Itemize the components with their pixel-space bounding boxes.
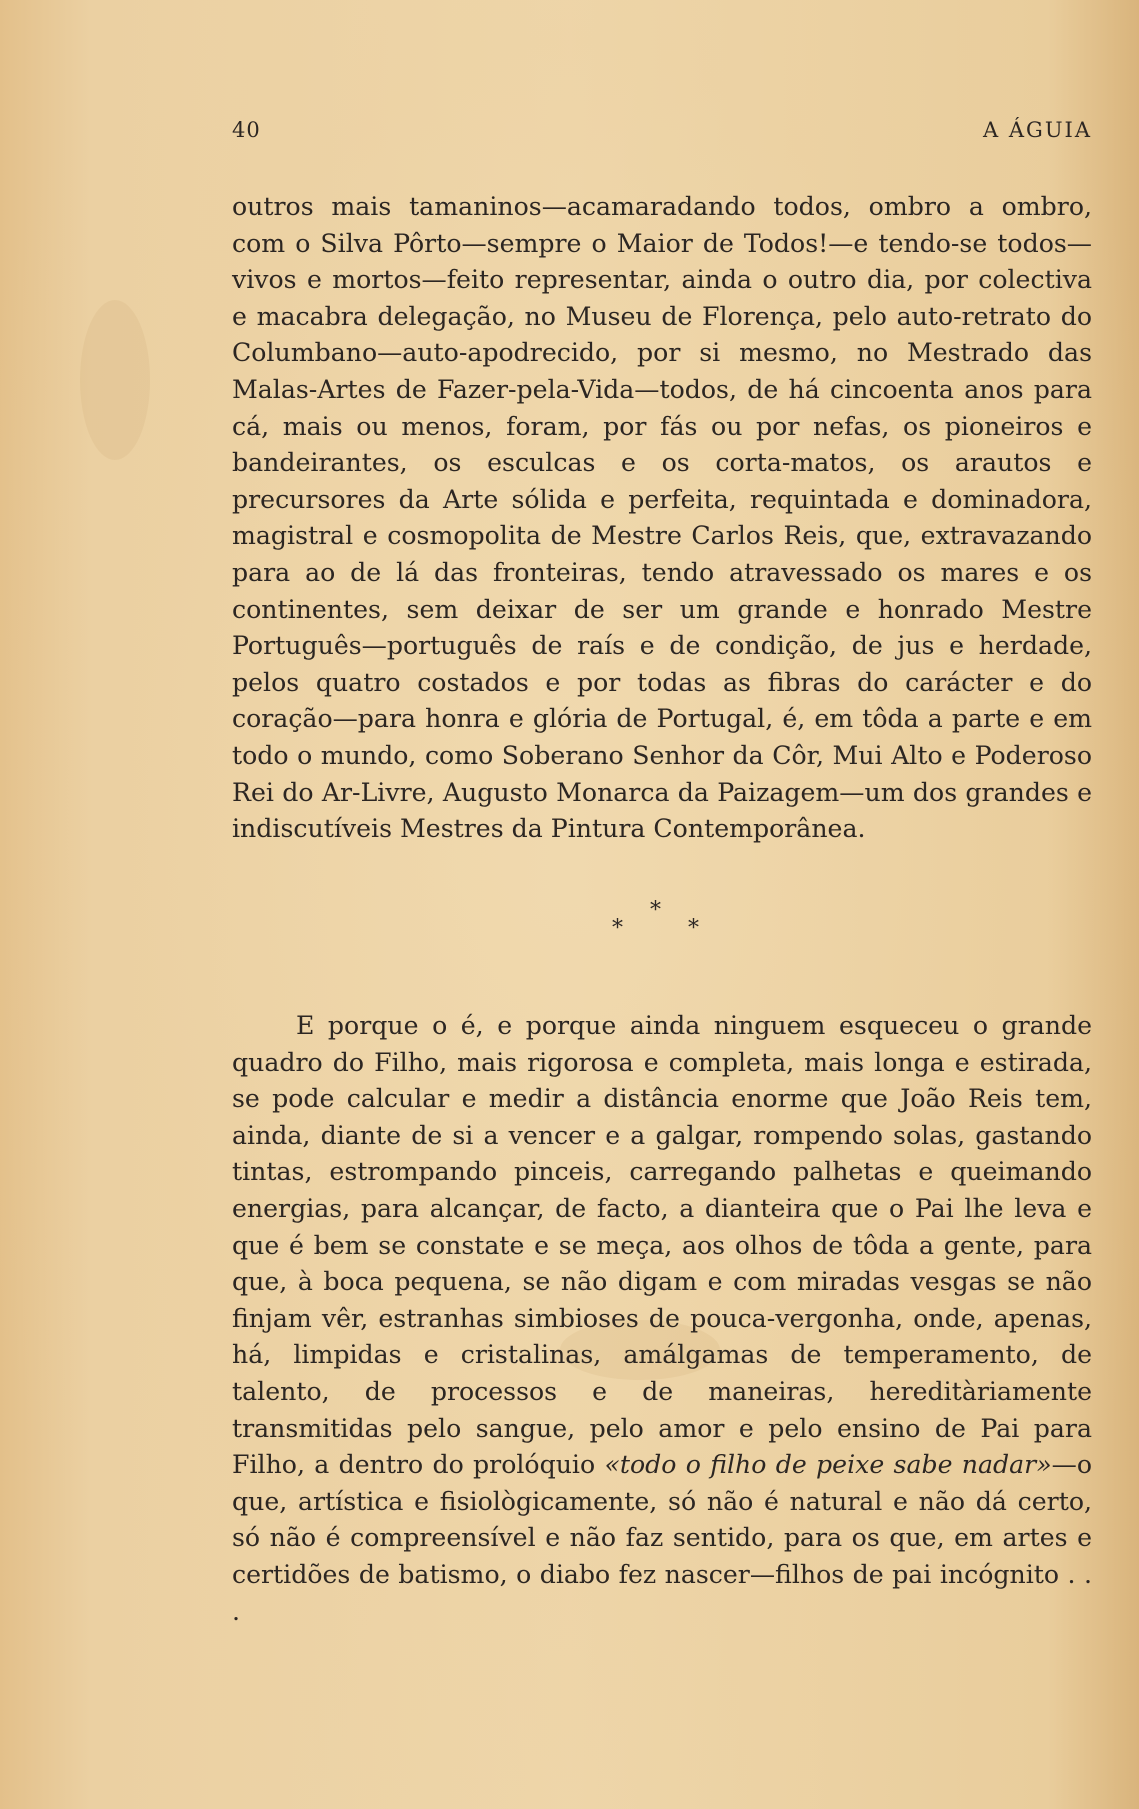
- asterisk: *: [650, 898, 661, 923]
- journal-title: A ÁGUIA: [983, 118, 1092, 142]
- section-break-asterism: [600, 898, 720, 948]
- running-head: [232, 118, 1092, 148]
- paragraph-1: outros mais tamaninos—acamaradando todos, ombro a ombro, com o Silva Pôrto—sempre o Maior de Todos!—e tendo-se todos—vivos e mortos—feito representar, ainda o outro dia, por colectiva e macabra delegação, no Museu de Florença, pelo auto-retrato do Columbano—auto-apodrecido, por si mesmo, no Mestrado das Malas-Artes de Fazer-pela-Vida—todos, de há cincoenta anos para cá, mais ou menos, foram, por fás ou por nefas, os pioneiros e bandeirantes, os esculcas e os corta-matos, os arautos e precursores da Arte sólida e perfeita, requintada e dominadora, magistral e cosmopolita de Mestre Carlos Reis, que, extravazando para ao de lá das fronteiras, tendo atravessado os mares e os continentes, sem deixar de ser um grande e honrado Mestre Português—português de raís e de condição, de jus e herdade, pelos quatro costados e por todas as fibras do carácter e do coração—para honra e glória de Portugal, é, em tôda a parte e em todo o mundo, como Soberano Senhor da Côr, Mui Alto e Poderoso Rei do Ar-Livre, Augusto Monarca da Paizagem—um dos grandes e indiscutíveis Mestres da Pintura Contemporânea.: [232, 192, 1092, 844]
- proverb-quote: «todo o filho de peixe sabe nadar»: [604, 1450, 1052, 1480]
- asterisk: *: [612, 916, 623, 941]
- paragraph-2: [232, 1008, 1092, 1630]
- page-number: 40: [232, 118, 261, 142]
- paper-stain: [80, 300, 150, 460]
- asterisk: *: [688, 916, 699, 941]
- paragraph-2-ending: —o que, artística e fisiològicamente, só não é natural e não dá certo, só não é compreensível e não faz sentido, para os que, em artes e certidões de batismo, o diabo fez nascer—filhos de pai incógnito . . .: [232, 1450, 1092, 1626]
- paragraph-2-text: E porque o é, e porque ainda ninguem esqueceu o grande quadro do Filho, mais rigorosa e completa, mais longa e estirada, se pode calcular e medir a distância enorme que João Reis tem, ainda, diante de si a vencer e a galgar, rompendo solas, gastando tintas, estrompando pinceis, carregando palhetas e queimando energias, para alcançar, de facto, a dianteira que o Pai lhe leva e que é bem se constate e se meça, aos olhos de tôda a gente, para que, à boca pequena, se não digam e com miradas vesgas se não finjam vêr, estranhas simbioses de pouca-vergonha, onde, apenas, há, limpidas e cristalinas, amálgamas de temperamento, de talento, de processos e de maneiras, hereditàriamente transmitidas pelo sangue, pelo amor e pelo ensino de Pai para Filho, a dentro do prolóquio: [232, 1011, 1092, 1480]
